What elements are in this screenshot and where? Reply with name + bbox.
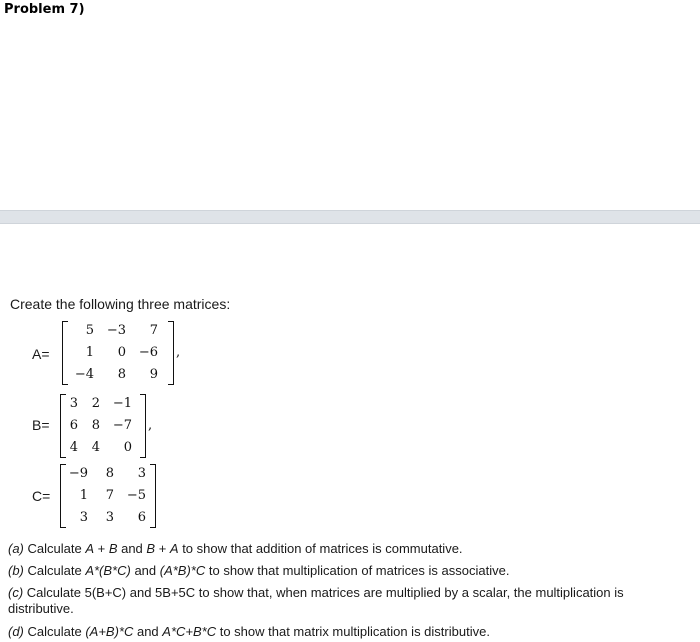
matrix-b xyxy=(60,394,146,458)
matrix-b-cell: 0 xyxy=(123,440,132,455)
matrix-b-label: B= xyxy=(32,417,50,433)
question-b-id: (b) xyxy=(8,563,24,578)
matrix-symbol: A xyxy=(169,541,179,556)
question-b xyxy=(8,563,509,578)
matrix-c xyxy=(60,464,156,528)
bracket-right xyxy=(168,321,174,385)
matrix-c-cell: 3 xyxy=(79,510,88,525)
matrix-b-cell: 3 xyxy=(69,396,78,411)
matrix-b-cell: 4 xyxy=(69,440,78,455)
matrix-b-cell: −7 xyxy=(112,418,132,433)
question-a-id: (a) xyxy=(8,541,24,556)
operator: + xyxy=(155,541,170,556)
matrix-c-cell: −9 xyxy=(68,466,88,481)
question-c-text: Calculate 5(B+C) and 5B+5C to show that, when matrices are multiplied by a scalar, the multiplication is xyxy=(23,585,624,600)
operator: + xyxy=(93,541,109,556)
bracket-right xyxy=(150,464,156,528)
question-b-text: and xyxy=(130,563,160,578)
question-a-text: to show that addition of matrices is commutative. xyxy=(178,541,463,556)
matrix-b-cell: 2 xyxy=(91,396,100,411)
question-a xyxy=(8,541,463,556)
problem-title: Problem 7) xyxy=(4,2,85,17)
matrix-c-cell: 7 xyxy=(105,488,114,503)
matrix-a-cell: −4 xyxy=(74,367,94,382)
matrix-a-cell: 7 xyxy=(149,323,158,338)
matrix-b-cell: 4 xyxy=(91,440,100,455)
question-b-text: to show that multiplication of matrices is associative. xyxy=(205,563,510,578)
question-d-text: and xyxy=(133,624,163,639)
matrix-c-cell: 6 xyxy=(137,510,146,525)
expression: (A+B)*C xyxy=(85,624,134,639)
matrix-symbol: B xyxy=(108,541,118,556)
matrix-b-comma: , xyxy=(148,418,153,433)
question-a-text: and xyxy=(117,541,147,556)
section-divider xyxy=(0,210,700,224)
matrix-a-cell: 5 xyxy=(85,323,94,338)
matrix-c-label: C= xyxy=(32,488,51,504)
expression: (A*B)*C xyxy=(159,563,206,578)
question-c-id: (c) xyxy=(8,585,24,600)
bracket-right xyxy=(140,394,146,458)
matrix-a-cell: 8 xyxy=(117,367,126,382)
matrix-c-cell: −5 xyxy=(126,488,146,503)
question-d xyxy=(8,624,490,639)
matrix-c-cell: 3 xyxy=(105,510,114,525)
question-c-continuation: distributive. xyxy=(8,601,74,616)
matrix-symbol: A xyxy=(85,541,94,556)
expression: A*C+B*C xyxy=(162,624,217,639)
matrix-b-cell: −1 xyxy=(112,396,132,411)
question-d-text: Calculate xyxy=(23,624,86,639)
matrix-a-cell: −3 xyxy=(106,323,126,338)
intro-text: Create the following three matrices: xyxy=(10,296,231,312)
matrix-c-cell: 3 xyxy=(137,466,146,481)
matrix-a xyxy=(62,321,174,385)
matrix-a-label: A= xyxy=(32,346,50,362)
matrix-symbol: B xyxy=(146,541,156,556)
matrix-b-cell: 8 xyxy=(91,418,100,433)
matrix-a-cell: 9 xyxy=(149,367,158,382)
matrix-c-cell: 8 xyxy=(105,466,114,481)
matrix-b-cell: 6 xyxy=(69,418,78,433)
matrix-c-cell: 1 xyxy=(79,488,88,503)
question-d-text: to show that matrix multiplication is distributive. xyxy=(216,624,490,639)
matrix-a-cell: 1 xyxy=(85,345,94,360)
matrix-a-cell: 0 xyxy=(117,345,126,360)
matrix-a-comma: , xyxy=(176,345,181,360)
expression: A*(B*C) xyxy=(85,563,131,578)
question-b-text: Calculate xyxy=(23,563,86,578)
question-c xyxy=(8,585,624,600)
question-a-text: Calculate xyxy=(23,541,86,556)
matrix-a-cell: −6 xyxy=(138,345,158,360)
question-d-id: (d) xyxy=(8,624,24,639)
